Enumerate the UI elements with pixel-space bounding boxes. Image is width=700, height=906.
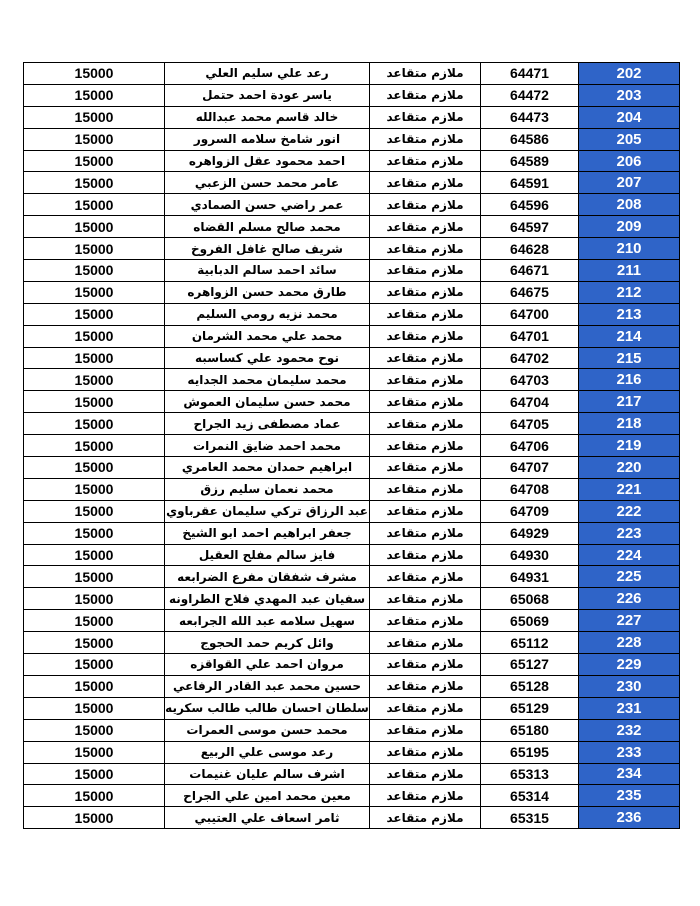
amount-cell: 15000 [24,719,165,741]
amount-cell: 15000 [24,500,165,522]
table-row [24,763,680,785]
amount-cell: 15000 [24,216,165,238]
sequence-cell: 226 [579,588,680,610]
table-row [24,807,680,829]
id-cell: 64706 [481,435,579,457]
rank-cell: ملازم متقاعد [370,697,481,719]
table-row [24,413,680,435]
table-row [24,150,680,172]
name-cell: انور شامخ سلامه السرور [165,128,370,150]
id-cell: 64929 [481,522,579,544]
id-cell: 64472 [481,84,579,106]
sequence-cell: 202 [579,63,680,85]
amount-cell: 15000 [24,106,165,128]
sequence-cell: 217 [579,391,680,413]
roster-table [23,62,680,829]
name-cell: محمد صالح مسلم القضاه [165,216,370,238]
rank-cell: ملازم متقاعد [370,84,481,106]
amount-cell: 15000 [24,63,165,85]
id-cell: 64675 [481,281,579,303]
id-cell: 64709 [481,500,579,522]
name-cell: مروان احمد علي القواقزه [165,654,370,676]
sequence-cell: 223 [579,522,680,544]
table-row [24,544,680,566]
name-cell: وائل كريم حمد الحجوج [165,632,370,654]
rank-cell: ملازم متقاعد [370,435,481,457]
amount-cell: 15000 [24,522,165,544]
name-cell: محمد سليمان محمد الجدايه [165,369,370,391]
rank-cell: ملازم متقاعد [370,216,481,238]
sequence-cell: 234 [579,763,680,785]
id-cell: 64586 [481,128,579,150]
table-row [24,435,680,457]
table-row [24,610,680,632]
amount-cell: 15000 [24,785,165,807]
table-row [24,128,680,150]
sequence-cell: 221 [579,478,680,500]
table-row [24,478,680,500]
id-cell: 64707 [481,457,579,479]
id-cell: 64471 [481,63,579,85]
sequence-cell: 216 [579,369,680,391]
name-cell: طارق محمد حسن الزواهره [165,281,370,303]
id-cell: 64930 [481,544,579,566]
rank-cell: ملازم متقاعد [370,478,481,500]
id-cell: 64700 [481,303,579,325]
sequence-cell: 205 [579,128,680,150]
sequence-cell: 230 [579,675,680,697]
name-cell: ابراهيم حمدان محمد العامري [165,457,370,479]
table-row [24,588,680,610]
name-cell: محمد حسن سليمان العموش [165,391,370,413]
sequence-cell: 218 [579,413,680,435]
name-cell: محمد نزيه رومي السليم [165,303,370,325]
amount-cell: 15000 [24,457,165,479]
name-cell: خالد قاسم محمد عبدالله [165,106,370,128]
amount-cell: 15000 [24,413,165,435]
amount-cell: 15000 [24,610,165,632]
rank-cell: ملازم متقاعد [370,194,481,216]
table-row [24,457,680,479]
sequence-cell: 206 [579,150,680,172]
amount-cell: 15000 [24,172,165,194]
amount-cell: 15000 [24,303,165,325]
sequence-cell: 225 [579,566,680,588]
amount-cell: 15000 [24,150,165,172]
name-cell: عمر راضي حسن الصمادي [165,194,370,216]
rank-cell: ملازم متقاعد [370,807,481,829]
amount-cell: 15000 [24,544,165,566]
rank-cell: ملازم متقاعد [370,544,481,566]
id-cell: 64708 [481,478,579,500]
id-cell: 64702 [481,347,579,369]
amount-cell: 15000 [24,128,165,150]
sequence-cell: 235 [579,785,680,807]
table-row [24,500,680,522]
table-row [24,741,680,763]
amount-cell: 15000 [24,588,165,610]
id-cell: 65128 [481,675,579,697]
sequence-cell: 220 [579,457,680,479]
table-row [24,172,680,194]
sequence-cell: 228 [579,632,680,654]
rank-cell: ملازم متقاعد [370,303,481,325]
amount-cell: 15000 [24,238,165,260]
amount-cell: 15000 [24,84,165,106]
rank-cell: ملازم متقاعد [370,675,481,697]
amount-cell: 15000 [24,435,165,457]
amount-cell: 15000 [24,478,165,500]
id-cell: 65069 [481,610,579,632]
amount-cell: 15000 [24,741,165,763]
table-row [24,654,680,676]
table-row [24,675,680,697]
amount-cell: 15000 [24,654,165,676]
sequence-cell: 233 [579,741,680,763]
id-cell: 64703 [481,369,579,391]
table-row [24,260,680,282]
rank-cell: ملازم متقاعد [370,369,481,391]
id-cell: 65180 [481,719,579,741]
table-row [24,632,680,654]
rank-cell: ملازم متقاعد [370,260,481,282]
rank-cell: ملازم متقاعد [370,719,481,741]
name-cell: جعفر ابراهيم احمد ابو الشيخ [165,522,370,544]
sequence-cell: 236 [579,807,680,829]
id-cell: 65129 [481,697,579,719]
name-cell: عامر محمد حسن الزعبي [165,172,370,194]
sequence-cell: 224 [579,544,680,566]
rank-cell: ملازم متقاعد [370,106,481,128]
rank-cell: ملازم متقاعد [370,128,481,150]
id-cell: 65195 [481,741,579,763]
table-row [24,785,680,807]
name-cell: معين محمد امين علي الجراح [165,785,370,807]
sequence-cell: 209 [579,216,680,238]
sequence-cell: 232 [579,719,680,741]
sequence-cell: 219 [579,435,680,457]
table-row [24,391,680,413]
name-cell: احمد محمود عقل الزواهره [165,150,370,172]
id-cell: 64597 [481,216,579,238]
sequence-cell: 222 [579,500,680,522]
sequence-cell: 229 [579,654,680,676]
table-row [24,238,680,260]
rank-cell: ملازم متقاعد [370,500,481,522]
name-cell: حسين محمد عبد القادر الرفاعي [165,675,370,697]
name-cell: رعد موسى علي الربيع [165,741,370,763]
table-row [24,216,680,238]
sequence-cell: 214 [579,325,680,347]
amount-cell: 15000 [24,369,165,391]
amount-cell: 15000 [24,347,165,369]
id-cell: 64701 [481,325,579,347]
sequence-cell: 212 [579,281,680,303]
sequence-cell: 213 [579,303,680,325]
amount-cell: 15000 [24,325,165,347]
name-cell: سائد احمد سالم الدبابية [165,260,370,282]
id-cell: 65313 [481,763,579,785]
name-cell: فايز سالم مفلح العقيل [165,544,370,566]
sequence-cell: 203 [579,84,680,106]
table-row [24,697,680,719]
rank-cell: ملازم متقاعد [370,632,481,654]
name-cell: ياسر عودة احمد حتمل [165,84,370,106]
id-cell: 65314 [481,785,579,807]
rank-cell: ملازم متقاعد [370,566,481,588]
amount-cell: 15000 [24,675,165,697]
rank-cell: ملازم متقاعد [370,610,481,632]
name-cell: محمد احمد ضايق النمرات [165,435,370,457]
name-cell: نوح محمود علي كساسبه [165,347,370,369]
amount-cell: 15000 [24,807,165,829]
amount-cell: 15000 [24,391,165,413]
id-cell: 65112 [481,632,579,654]
amount-cell: 15000 [24,763,165,785]
sequence-cell: 210 [579,238,680,260]
amount-cell: 15000 [24,632,165,654]
table-row [24,63,680,85]
table-row [24,566,680,588]
rank-cell: ملازم متقاعد [370,172,481,194]
name-cell: سلطان احسان طالب طالب سكريه [165,697,370,719]
id-cell: 64705 [481,413,579,435]
sequence-cell: 208 [579,194,680,216]
id-cell: 64704 [481,391,579,413]
id-cell: 64671 [481,260,579,282]
rank-cell: ملازم متقاعد [370,522,481,544]
rank-cell: ملازم متقاعد [370,763,481,785]
table-row [24,325,680,347]
name-cell: اشرف سالم عليان غنيمات [165,763,370,785]
sequence-cell: 204 [579,106,680,128]
id-cell: 64589 [481,150,579,172]
id-cell: 64931 [481,566,579,588]
table-row [24,281,680,303]
name-cell: محمد علي محمد الشرمان [165,325,370,347]
name-cell: مشرف شفقان مفرع الضرابعه [165,566,370,588]
rank-cell: ملازم متقاعد [370,150,481,172]
name-cell: شريف صالح غافل الفروخ [165,238,370,260]
rank-cell: ملازم متقاعد [370,457,481,479]
rank-cell: ملازم متقاعد [370,281,481,303]
amount-cell: 15000 [24,281,165,303]
table-row [24,84,680,106]
rank-cell: ملازم متقاعد [370,413,481,435]
name-cell: محمد نعمان سليم رزق [165,478,370,500]
rank-cell: ملازم متقاعد [370,238,481,260]
rank-cell: ملازم متقاعد [370,654,481,676]
rank-cell: ملازم متقاعد [370,588,481,610]
name-cell: ثامر اسعاف علي العتيبي [165,807,370,829]
rank-cell: ملازم متقاعد [370,325,481,347]
name-cell: عماد مصطفى زيد الجراح [165,413,370,435]
table-row [24,347,680,369]
sequence-cell: 207 [579,172,680,194]
name-cell: سفيان عبد المهدي فلاح الطراونه [165,588,370,610]
rank-cell: ملازم متقاعد [370,785,481,807]
table-row [24,522,680,544]
sequence-cell: 227 [579,610,680,632]
table-row [24,303,680,325]
table-row [24,194,680,216]
amount-cell: 15000 [24,697,165,719]
rank-cell: ملازم متقاعد [370,347,481,369]
sequence-cell: 215 [579,347,680,369]
id-cell: 65315 [481,807,579,829]
amount-cell: 15000 [24,260,165,282]
table-row [24,719,680,741]
id-cell: 64596 [481,194,579,216]
name-cell: محمد حسن موسى العمرات [165,719,370,741]
sequence-cell: 231 [579,697,680,719]
id-cell: 64591 [481,172,579,194]
table-row [24,369,680,391]
name-cell: سهيل سلامه عبد الله الجرابعه [165,610,370,632]
amount-cell: 15000 [24,194,165,216]
table-row [24,106,680,128]
sequence-cell: 211 [579,260,680,282]
roster-body [24,63,680,829]
id-cell: 65127 [481,654,579,676]
rank-cell: ملازم متقاعد [370,391,481,413]
amount-cell: 15000 [24,566,165,588]
rank-cell: ملازم متقاعد [370,63,481,85]
name-cell: رعد علي سليم العلي [165,63,370,85]
id-cell: 64473 [481,106,579,128]
id-cell: 64628 [481,238,579,260]
rank-cell: ملازم متقاعد [370,741,481,763]
id-cell: 65068 [481,588,579,610]
name-cell: عبد الرزاق تركي سليمان عقرباوي [165,500,370,522]
